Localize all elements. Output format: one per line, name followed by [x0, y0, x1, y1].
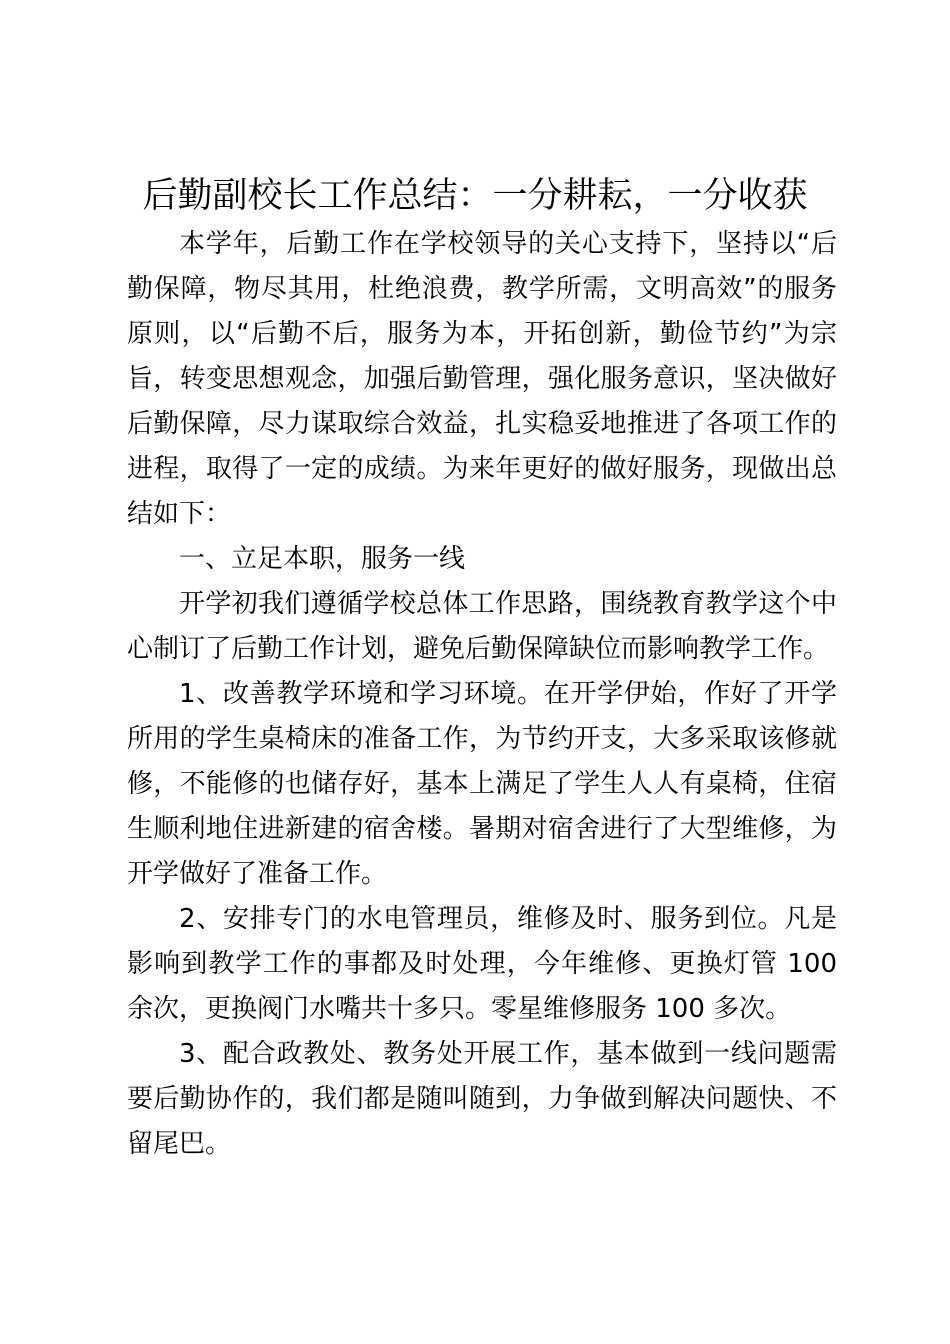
paragraph-plan: 开学初我们遵循学校总体工作思路，围绕教育教学这个中心制订了后勤工作计划，避免后勤保障缺位而影响教学工作。 — [127, 589, 837, 664]
paragraph-item-3: 3、配合政教处、教务处开展工作，基本做到一线问题需要后勤协作的，我们都是随叫随到，力争做到解决问题快、不留尾巴。 — [127, 1039, 837, 1159]
paragraph-item-2: 2、安排专门的水电管理员，维修及时、服务到位。凡是影响到教学工作的事都及时处理，今年维修、更换灯管 100 余次，更换阀门水嘴共十多只。零星维修服务 100 多次。 — [127, 904, 837, 1024]
paragraph-item-1: 1、改善教学环境和学习环境。在开学伊始，作好了开学所用的学生桌椅床的准备工作，为节约开支，大多采取该修就修，不能修的也储存好，基本上满足了学生人人有桌椅，住宿生顺利地住进新建的宿舍楼。暑期对宿舍进行了大型维修，为开学做好了准备工作。 — [127, 679, 837, 889]
document-title: 后勤副校长工作总结：一分耕耘，一分收获 — [142, 176, 808, 216]
paragraph-intro: 本学年，后勤工作在学校领导的关心支持下，坚持以“后勤保障，物尽其用，杜绝浪费，教学所需，文明高效”的服务原则，以“后勤不后，服务为本，开拓创新，勤俭节约”为宗旨，转变思想观念，加强后勤管理，强化服务意识，坚决做好后勤保障，尽力谋取综合效益，扎实稳妥地推进了各项工作的进程，取得了一定的成绩。为来年更好的做好服务，现做出总结如下： — [127, 229, 837, 529]
section-heading: 一、立足本职，服务一线 — [179, 544, 466, 574]
document-body — [127, 222, 837, 1167]
